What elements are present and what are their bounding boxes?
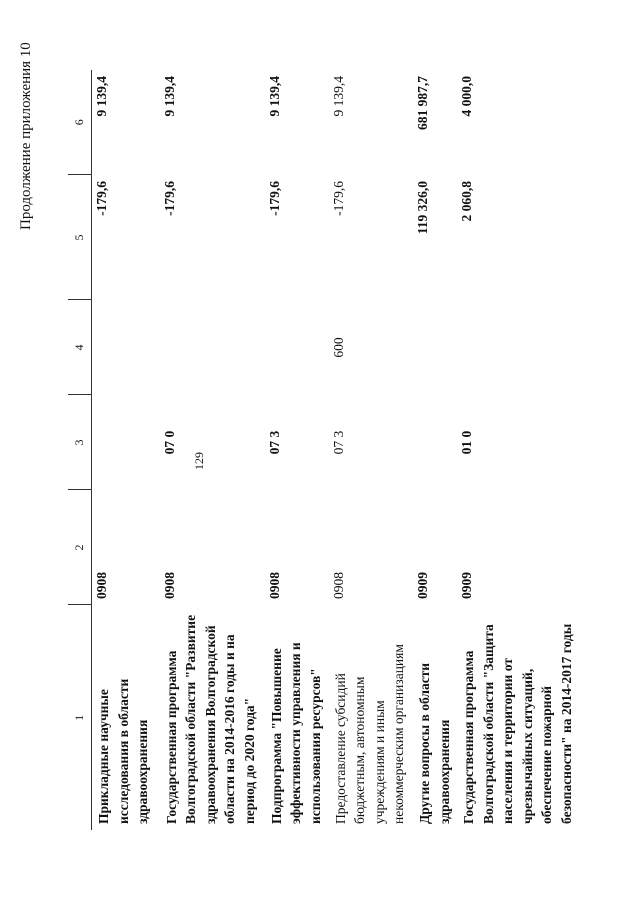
row-program xyxy=(92,395,160,490)
row-change: -179,6 xyxy=(94,181,110,216)
row-name: Другие вопросы в области здравоохранения xyxy=(417,662,452,824)
row-name: Подпрограмма "Повышение эффективности управления и использования ресурсов" xyxy=(268,642,323,824)
row-code: 0908 xyxy=(94,572,110,599)
row-program: 07 0 xyxy=(161,430,177,455)
row-program xyxy=(413,395,457,490)
row-code: 0908 xyxy=(161,572,177,599)
budget-table xyxy=(68,70,583,830)
row-type xyxy=(413,300,457,395)
row-type xyxy=(160,300,265,395)
column-header: 4 xyxy=(68,300,92,395)
row-code: 0909 xyxy=(415,572,431,599)
column-header: 2 xyxy=(68,490,92,605)
column-header: 5 xyxy=(68,175,92,300)
row-name: Государственная программа Волгоградской области "Защита населения и территории от чрезвычайных ситуаций, обеспечение пожарной безопасности" на 2014-2017 годы xyxy=(461,623,574,824)
row-name: Государственная программа Волгоградской области "Развитие здравоохранения Волгоградской области на 2014-2016 годы и на период до 2020 года" xyxy=(163,614,257,824)
table-header-row xyxy=(68,70,92,830)
row-type xyxy=(265,300,329,395)
table-row xyxy=(457,70,583,830)
row-type xyxy=(92,300,160,395)
table-row xyxy=(413,70,457,830)
row-name: Предоставление субсидий бюджетным, автономным учреждениям и иным некоммерческим организациям xyxy=(332,644,407,824)
row-code: 0908 xyxy=(266,572,282,599)
row-total: 9 139,4 xyxy=(94,76,110,117)
row-total: 4 000,0 xyxy=(459,76,475,117)
table-row xyxy=(329,70,413,830)
row-program: 07 3 xyxy=(266,430,282,455)
row-total: 9 139,4 xyxy=(266,76,282,117)
row-type: 600 xyxy=(330,337,346,358)
column-header: 3 xyxy=(68,395,92,490)
row-total: 9 139,4 xyxy=(161,76,177,117)
row-program: 01 0 xyxy=(459,430,475,455)
row-type xyxy=(457,300,583,395)
row-change: -179,6 xyxy=(161,181,177,216)
row-change: 2 060,8 xyxy=(459,181,475,222)
continuation-header: Продолжение приложения 10 xyxy=(18,42,34,230)
table-row xyxy=(160,70,265,830)
row-code: 0908 xyxy=(330,572,346,599)
row-name: Прикладные научные исследования в области здравоохранения xyxy=(96,678,151,824)
table-row xyxy=(265,70,329,830)
row-change: -179,6 xyxy=(266,181,282,216)
row-total: 9 139,4 xyxy=(330,76,346,117)
column-header: 6 xyxy=(68,70,92,175)
table-row xyxy=(92,70,160,830)
row-change: -179,6 xyxy=(330,181,346,216)
row-code: 0909 xyxy=(459,572,475,599)
row-change: 119 326,0 xyxy=(415,181,431,235)
row-program: 07 3 xyxy=(330,430,346,455)
row-total: 681 987,7 xyxy=(415,76,431,130)
column-header: 1 xyxy=(68,605,92,830)
page-number: 129 xyxy=(192,452,206,470)
